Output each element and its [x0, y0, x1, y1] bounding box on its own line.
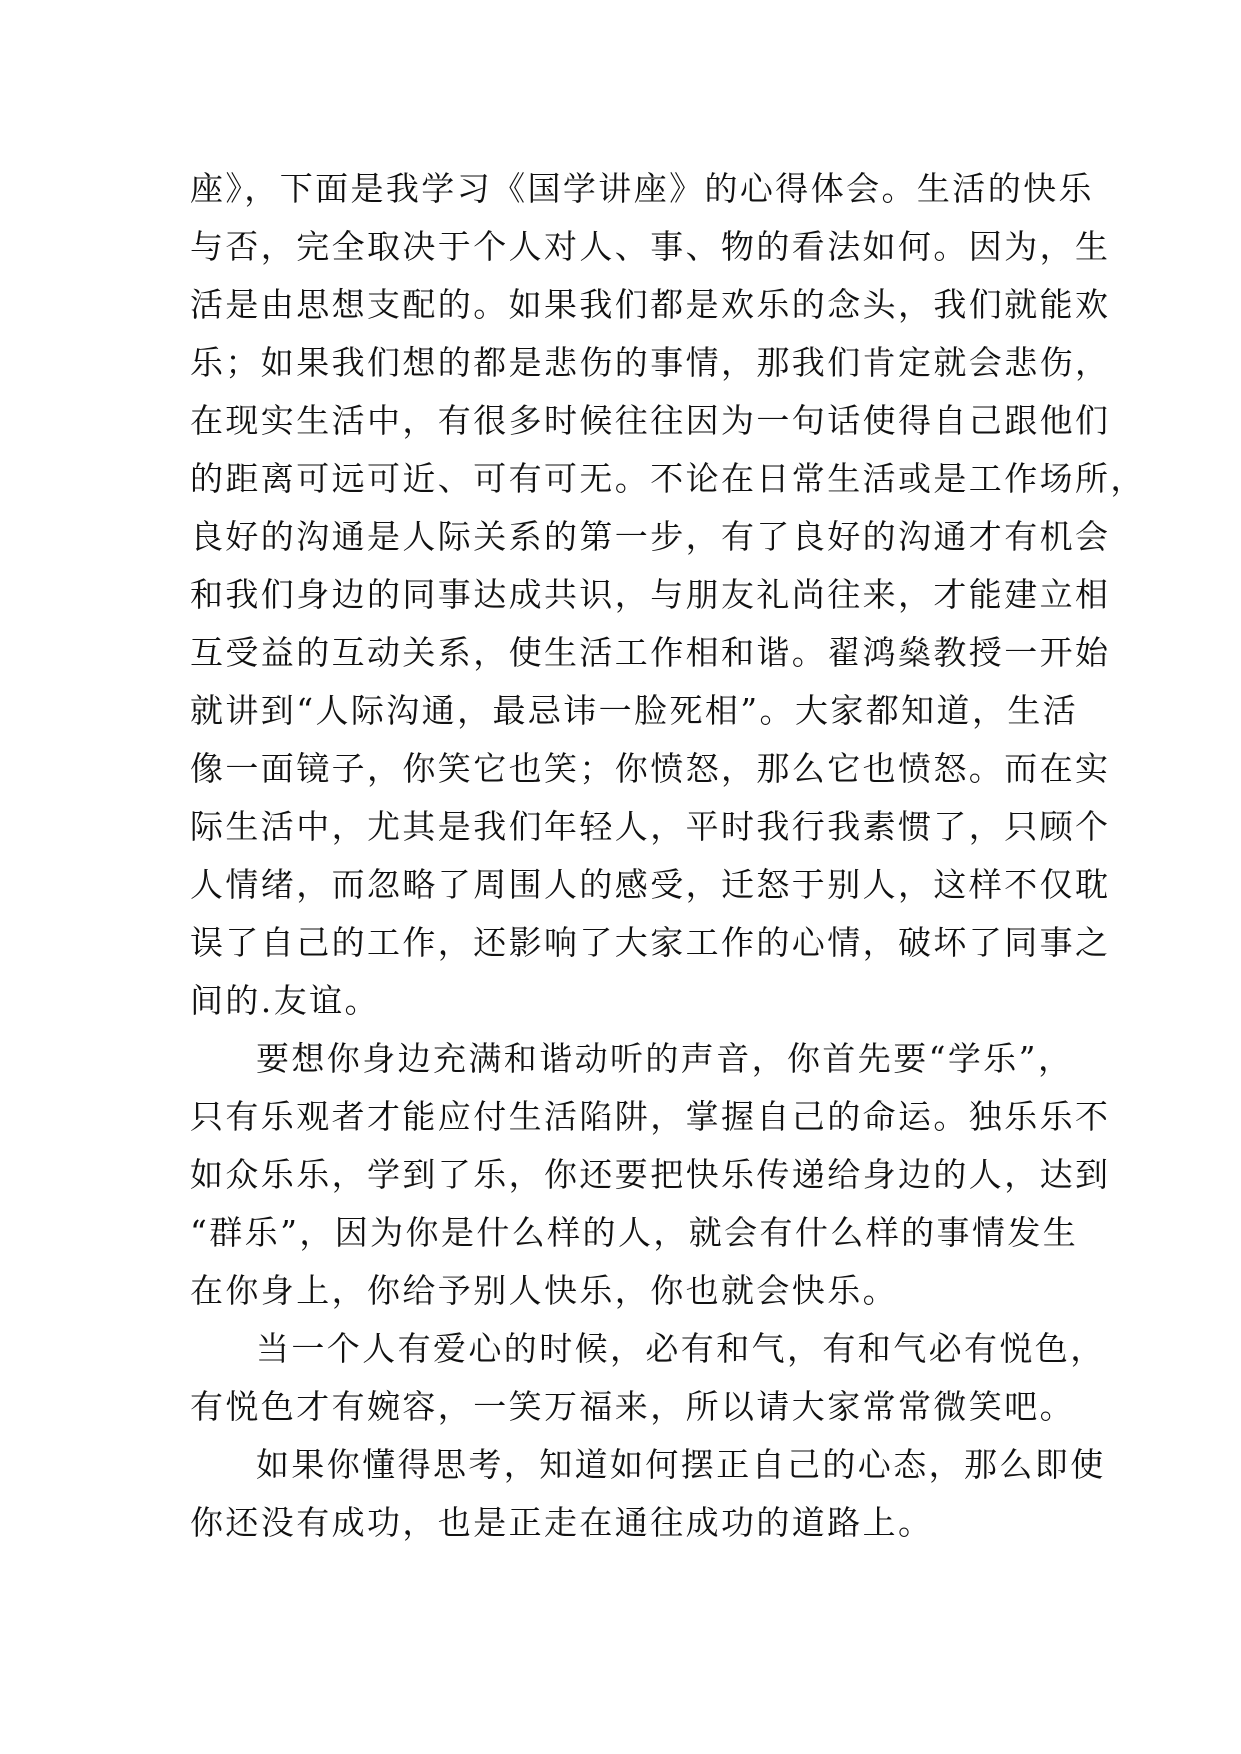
- paragraph-start-line: 当一个人有爱心的时候，必有和气，有和气必有悦色，: [256, 1329, 1106, 1368]
- text-line: 乐；如果我们想的都是悲伤的事情，那我们肯定就会悲伤，: [190, 343, 1111, 382]
- essay-body: [190, 160, 1146, 1552]
- text-line: 像一面镜子，你笑它也笑；你愤怒，那么它也愤怒。而在实: [190, 749, 1111, 788]
- text-line: 有悦色才有婉容，一笑万福来，所以请大家常常微笑吧。: [190, 1387, 1075, 1426]
- text-line: 在现实生活中，有很多时候往往因为一句话使得自己跟他们: [190, 401, 1111, 440]
- text-line: 你还没有成功，也是正走在通往成功的道路上。: [190, 1503, 934, 1542]
- text-line: 互受益的互动关系，使生活工作相和谐。翟鸿燊教授一开始: [190, 633, 1111, 672]
- text-line: 如众乐乐，学到了乐，你还要把快乐传递给身边的人，达到: [190, 1155, 1111, 1194]
- text-line: 在你身上，你给予别人快乐，你也就会快乐。: [190, 1271, 898, 1310]
- text-line: 与否，完全取决于个人对人、事、物的看法如何。因为，生: [190, 227, 1111, 266]
- text-line: “群乐”，因为你是什么样的人，就会有什么样的事情发生: [190, 1213, 1079, 1252]
- paragraph-start-line: 要想你身边充满和谐动听的声音，你首先要“学乐”，: [256, 1039, 1074, 1078]
- text-line: 活是由思想支配的。如果我们都是欢乐的念头，我们就能欢: [190, 285, 1111, 324]
- text-line: 际生活中，尤其是我们年轻人，平时我行我素惯了，只顾个: [190, 807, 1111, 846]
- text-line: 和我们身边的同事达成共识，与朋友礼尚往来，才能建立相: [190, 575, 1111, 614]
- text-line: 误了自己的工作，还影响了大家工作的心情，破坏了同事之: [190, 923, 1111, 962]
- text-line: 就讲到“人际沟通，最忌讳一脸死相”。大家都知道，生活: [190, 691, 1079, 730]
- text-line: 良好的沟通是人际关系的第一步，有了良好的沟通才有机会: [190, 517, 1111, 556]
- text-line: 只有乐观者才能应付生活陷阱，掌握自己的命运。独乐乐不: [190, 1097, 1111, 1136]
- text-line: 人情绪，而忽略了周围人的感受，迁怒于别人，这样不仅耽: [190, 865, 1111, 904]
- text-line: 的距离可远可近、可有可无。不论在日常生活或是工作场所，: [190, 459, 1146, 498]
- paragraph-start-line: 如果你懂得思考，知道如何摆正自己的心态，那么即使: [256, 1445, 1106, 1484]
- text-line: 座》，下面是我学习《国学讲座》的心得体会。生活的快乐: [190, 169, 1094, 208]
- text-line: 间的.友谊。: [190, 981, 380, 1020]
